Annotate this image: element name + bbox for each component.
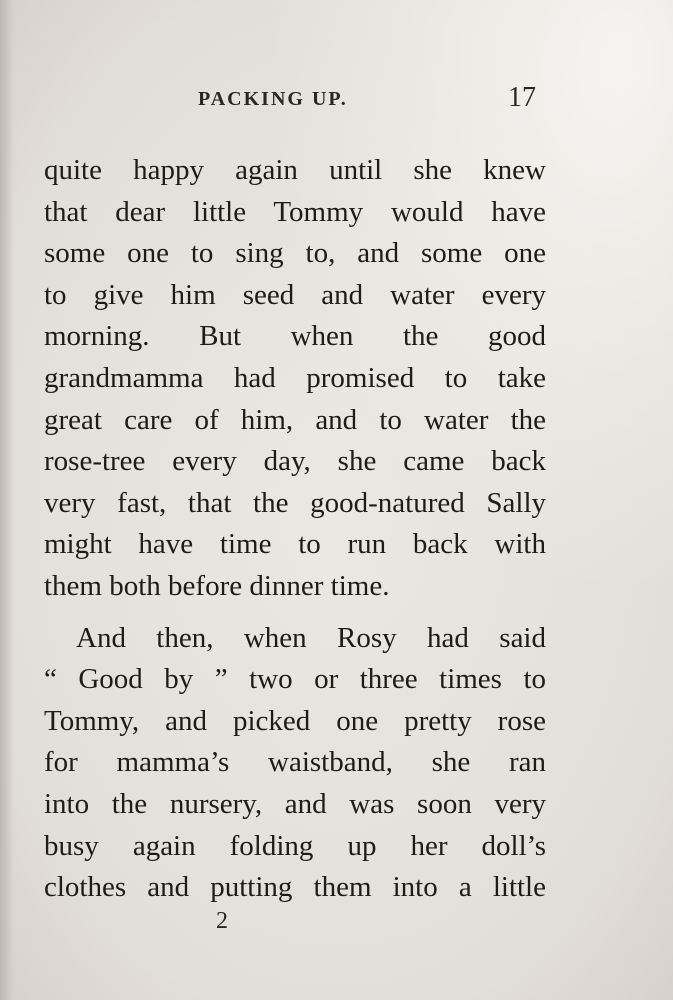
text-line: might have time to run back with [44, 528, 546, 561]
page-number: 17 [508, 82, 536, 113]
text-line: busy again folding up her doll’s [44, 829, 546, 862]
paragraph-gap [44, 608, 546, 618]
text-line: rose-tree every day, she came back [44, 445, 546, 478]
text-line: quite happy again until she knew [44, 154, 546, 186]
signature-mark: 2 [216, 908, 228, 934]
text-line: that dear little Tommy would have [44, 195, 546, 228]
text-line: great care of him, and to water the [44, 403, 546, 436]
text-line: some one to sing to, and some one [44, 237, 546, 270]
running-head: PACKING UP. [198, 88, 348, 110]
text-line: morning. But when the good [44, 320, 546, 353]
body-text [44, 150, 546, 909]
text-line: grandmamma had promised to take [44, 361, 546, 394]
text-line: very fast, that the good-natured Sally [44, 486, 546, 519]
text-line: for mamma’s waistband, she ran [44, 746, 546, 779]
text-line: clothes and putting them into a little [44, 871, 546, 904]
paragraph [44, 150, 546, 608]
text-line: to give him seed and water every [44, 278, 546, 311]
text-line: “ Good by ” two or three times to [44, 663, 546, 696]
page-header [0, 84, 673, 120]
page-edge-shadow [0, 0, 14, 1000]
text-line: into the nursery, and was soon very [44, 787, 546, 820]
paragraph [44, 618, 546, 909]
text-line: them both before dinner time. [44, 569, 390, 602]
text-line: Tommy, and picked one pretty rose [44, 704, 546, 737]
text-line: And then, when Rosy had said [76, 621, 546, 654]
